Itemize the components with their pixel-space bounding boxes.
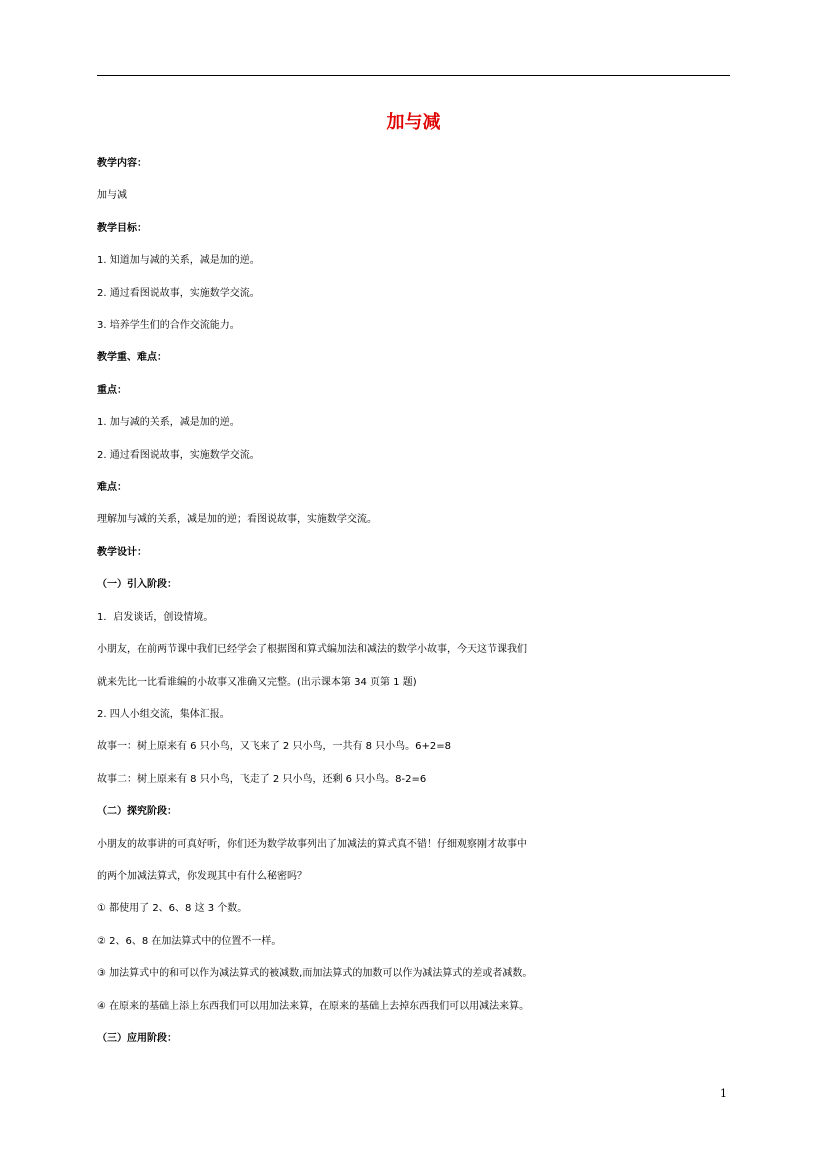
section-heading: 难点： bbox=[97, 482, 127, 494]
body-line: 加与减 bbox=[97, 190, 127, 202]
body-line: 故事二：树上原来有 8 只小鸟，飞走了 2 只小鸟，还剩 6 只小鸟。8-2=6 bbox=[97, 773, 427, 785]
body-line: 2. 通过看图说故事，实施数学交流。 bbox=[97, 287, 260, 299]
body-line: 2. 四人小组交流，集体汇报。 bbox=[97, 708, 230, 720]
body-line: 3. 培养学生们的合作交流能力。 bbox=[97, 320, 240, 332]
section-heading: 教学重、难点： bbox=[97, 352, 167, 364]
body-line: ④ 在原来的基础上添上东西我们可以用加法来算，在原来的基础上去掉东西我们可以用减法来算。 bbox=[97, 1000, 530, 1012]
page-number: 1 bbox=[720, 1087, 727, 1100]
body-line: 1. 加与减的关系，减是加的逆。 bbox=[97, 417, 240, 429]
body-line: ③ 加法算式中的和可以作为减法算式的被减数,而加法算式的加数可以作为减法算式的差或者减数。 bbox=[97, 968, 533, 980]
document-title: 加与减 bbox=[386, 112, 441, 133]
body-line: 2. 通过看图说故事，实施数学交流。 bbox=[97, 449, 260, 461]
body-line: 理解加与减的关系，减是加的逆；看图说故事，实施数学交流。 bbox=[97, 514, 377, 526]
section-heading: （一）引入阶段： bbox=[97, 579, 177, 591]
section-heading: （二）探究阶段： bbox=[97, 806, 177, 818]
body-line: 小朋友，在前两节课中我们已经学会了根据图和算式编加法和减法的数学小故事，今天这节课我们 bbox=[97, 644, 527, 656]
body-line: 1. 知道加与减的关系，减是加的逆。 bbox=[97, 255, 260, 267]
body-line: 故事一：树上原来有 6 只小鸟，又飞来了 2 只小鸟，一共有 8 只小鸟。6+2=8 bbox=[97, 741, 452, 753]
body-line: ② 2、6、8 在加法算式中的位置不一样。 bbox=[97, 935, 282, 947]
section-heading: 教学设计： bbox=[97, 546, 147, 558]
section-heading: 教学目标： bbox=[97, 222, 147, 234]
body-line: 小朋友的故事讲的可真好听，你们还为数学故事列出了加减法的算式真不错！仔细观察刚才故事中 bbox=[97, 838, 527, 850]
body-line: ① 都使用了 2、6、8 这 3 个数。 bbox=[97, 903, 248, 915]
body-line: 就来先比一比看谁编的小故事又准确又完整。(出示课本第 34 页第 1 题) bbox=[97, 676, 417, 688]
header-rule bbox=[97, 75, 730, 76]
body-line: 1．启发谈话，创设情境。 bbox=[97, 611, 214, 623]
section-heading: 重点： bbox=[97, 384, 127, 396]
section-heading: （三）应用阶段： bbox=[97, 1032, 177, 1044]
body-line: 的两个加减法算式，你发现其中有什么秘密吗？ bbox=[97, 870, 307, 882]
section-heading: 教学内容： bbox=[97, 158, 147, 169]
document-body bbox=[97, 148, 737, 1055]
